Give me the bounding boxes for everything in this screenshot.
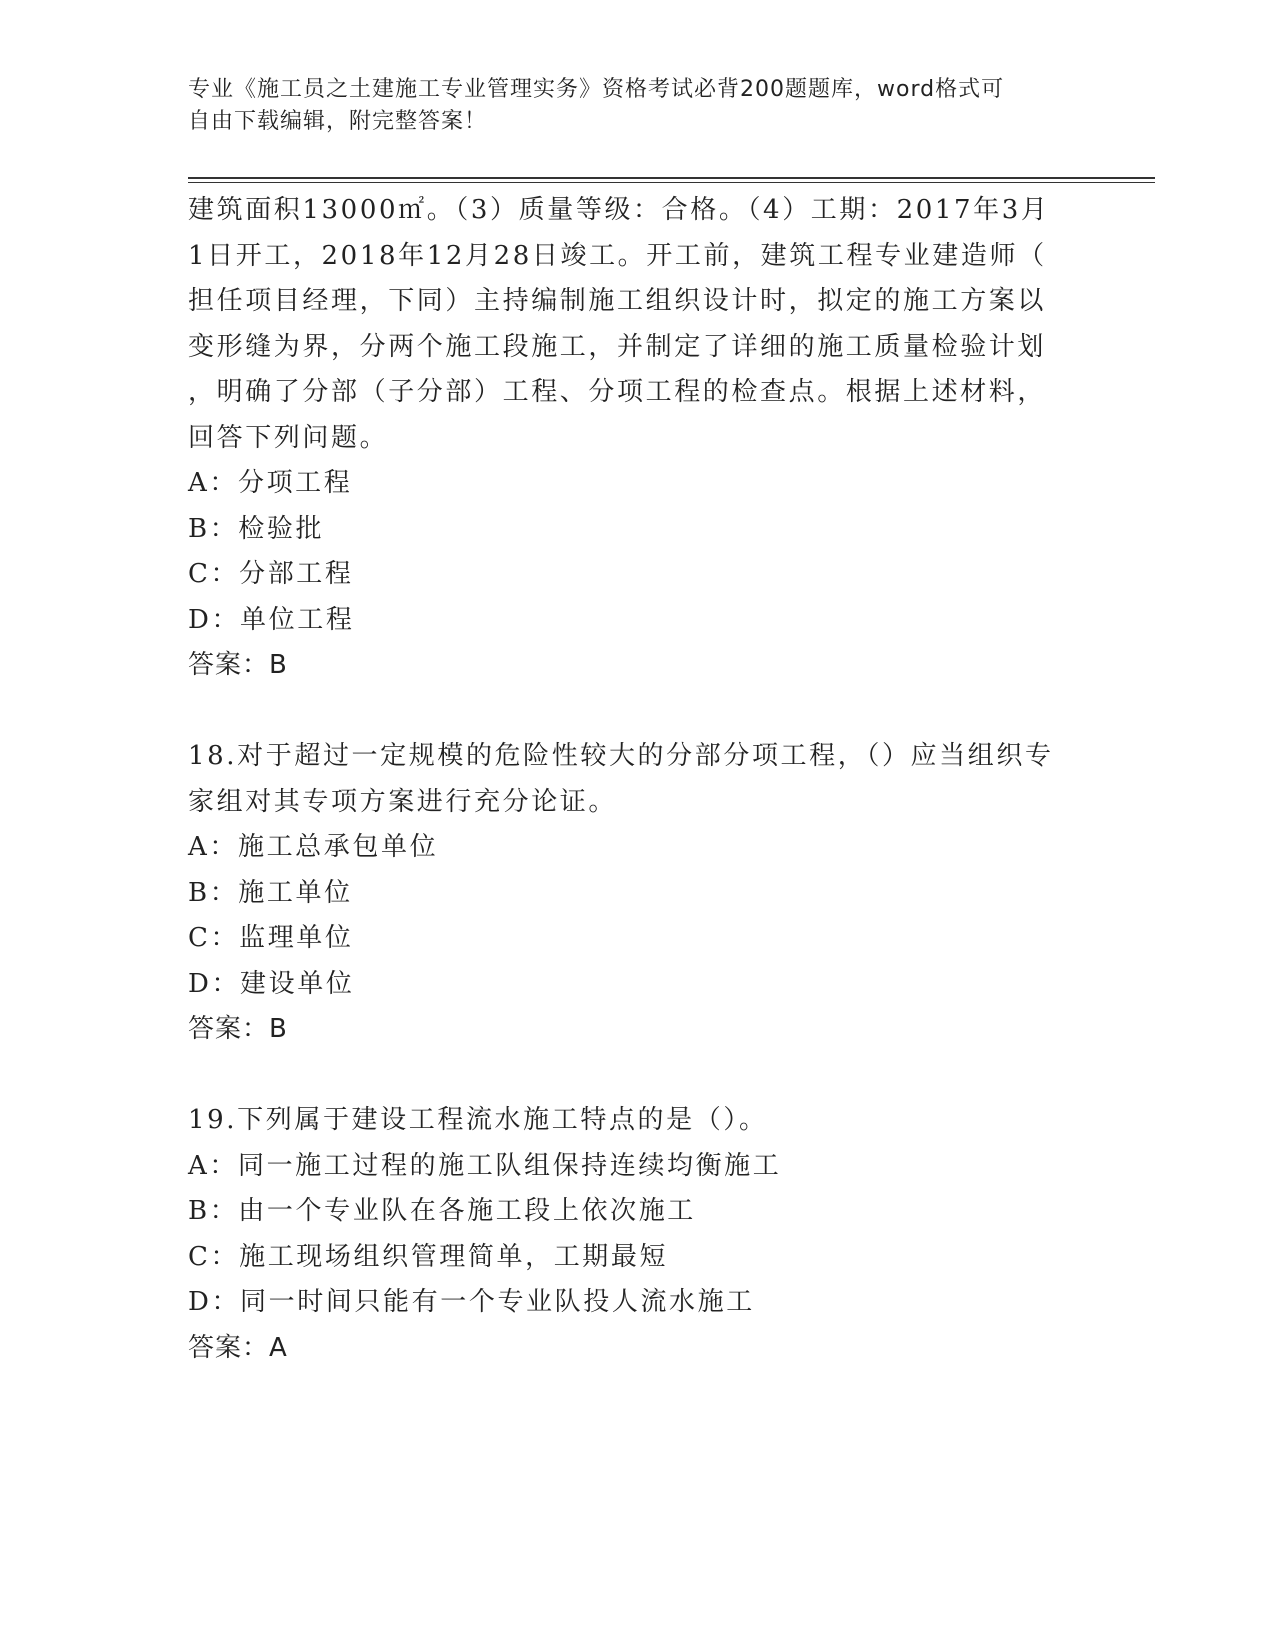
question-17-option-d: D：单位工程: [188, 604, 355, 635]
question-17-option-c: C：分部工程: [188, 559, 354, 589]
question-17-answer: 答案：B: [188, 650, 288, 680]
question-17-option-b: B：检验批: [188, 513, 325, 544]
question-18-stem-line-2: 家组对其专项方案进行充分论证。: [188, 786, 618, 817]
question-18-option-d: D：建设单位: [188, 968, 355, 999]
question-19-stem-line-1: 19.下列属于建设工程流水施工特点的是（）。: [188, 1105, 768, 1135]
question-18-option-b: B：施工单位: [188, 877, 353, 908]
page-header: [188, 74, 1068, 138]
question-19-answer: 答案：A: [188, 1332, 288, 1363]
header-title-line-2: 自由下载编辑，附完整答案！: [188, 109, 488, 134]
question-19-option-b: B：由一个专业队在各施工段上依次施工: [188, 1196, 696, 1226]
question-content: [188, 188, 1088, 1371]
question-17-stem-line-6: 回答下列问题。: [188, 422, 389, 453]
question-19-option-a: A：同一施工过程的施工队组保持连续均衡施工: [188, 1150, 782, 1181]
question-19-option-d: D：同一时间只能有一个专业队投人流水施工: [188, 1287, 755, 1317]
header-divider-thick: [188, 177, 1155, 179]
question-18-stem-line-1: 18.对于超过一定规模的危险性较大的分部分项工程，（）应当组织专: [188, 741, 1054, 771]
header-title-line-1: 专业《施工员之土建施工专业管理实务》资格考试必背200题题库，word格式可: [188, 77, 1005, 102]
question-17: [188, 188, 1088, 689]
question-17-stem-line-4: 变形缝为界，分两个施工段施工，并制定了详细的施工质量检验计划: [188, 331, 1047, 362]
question-spacer: [188, 689, 1088, 735]
question-17-option-a: A：分项工程: [188, 468, 353, 498]
question-18-option-c: C：监理单位: [188, 923, 354, 953]
question-17-stem-line-5: ，明确了分部（子分部）工程、分项工程的检查点。根据上述材料，: [188, 377, 1047, 407]
question-18-answer: 答案：B: [188, 1014, 288, 1044]
question-19: [188, 1098, 1088, 1371]
question-19-option-c: C：施工现场组织管理简单，工期最短: [188, 1241, 669, 1272]
question-17-stem-line-2: 1日开工，2018年12月28日竣工。开工前，建筑工程专业建造师（: [188, 240, 1047, 271]
question-18-option-a: A：施工总承包单位: [188, 832, 439, 862]
question-17-stem-line-1: 建筑面积13000㎡。（3）质量等级：合格。（4）工期：2017年3月: [188, 195, 1050, 225]
header-divider-thin: [188, 182, 1155, 183]
question-spacer: [188, 1053, 1088, 1099]
question-17-stem-line-3: 担任项目经理，下同）主持编制施工组织设计时，拟定的施工方案以: [188, 286, 1047, 316]
question-18: [188, 734, 1088, 1053]
